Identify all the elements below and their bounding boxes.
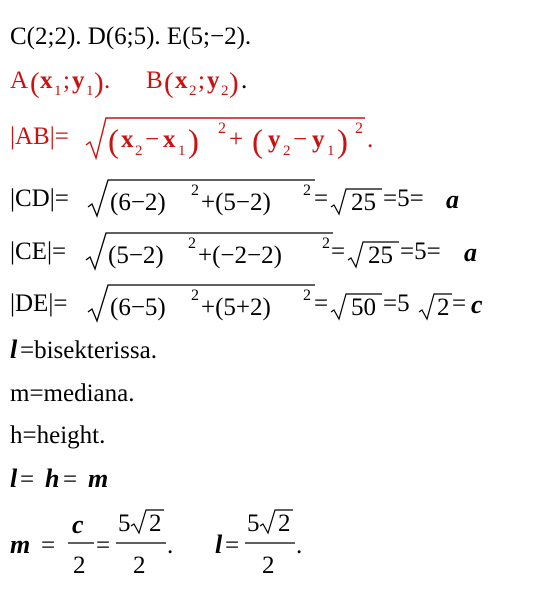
de-term2: +(5+2) [201,294,271,321]
subscript: 1 [178,143,186,159]
x1-subscript: 1 [54,83,62,99]
y2-var: y [207,67,220,94]
eq: = [63,466,78,493]
ce-distance-line [10,233,477,269]
h-var: h [45,464,60,493]
paren-close: ) [229,67,239,99]
y1-subscript: 1 [86,83,94,99]
points-cde-line: C(2;2). D(6;5). E(5;−2). [10,23,252,50]
eq: = [225,532,240,559]
de-eq: = [314,290,329,317]
ce-term1: (5−2) [108,242,164,269]
ce-rhs: =5= [400,238,441,265]
cd-exp2: 2 [303,182,311,199]
m-var: m [10,530,31,559]
cd-distance-line [10,180,459,216]
y2-subscript: 2 [221,83,229,99]
denominator: 2 [133,552,146,579]
x-var: x [163,126,176,153]
denominator: 2 [262,552,275,579]
end-period: . [367,126,374,153]
numerator-5: 5 [247,510,260,537]
point-b-label: B [146,67,163,94]
h-definition-line: h=height. [10,422,106,449]
de-lhs: |DE|= [10,290,68,317]
l-var: l [10,464,18,493]
paren-open: ( [252,124,263,160]
eq: = [20,466,35,493]
ce-letter: a [464,238,477,267]
x2-var: x [175,67,188,94]
de-distance-line [10,285,483,321]
period: . [296,532,303,559]
exponent: 2 [218,120,226,137]
ce-rad: 25 [368,242,393,269]
y-var: y [312,126,325,153]
plus: + [229,126,244,153]
period: . [104,67,111,94]
ce-lhs: |CE|= [10,238,67,265]
ce-exp1: 2 [188,235,196,252]
eq: = [41,532,56,559]
subscript: 2 [283,143,291,159]
de-eq2: = [452,290,467,317]
de-rad2: 2 [437,294,450,321]
cd-lhs: |CD|= [10,185,69,212]
x-var: x [121,126,134,153]
subscript: 2 [135,143,143,159]
paren-open: ( [164,67,174,99]
cd-eq: = [314,185,329,212]
denominator: 2 [73,552,86,579]
de-term1: (6−5) [110,294,166,321]
m-var: m [88,464,109,493]
l-var: l [10,335,18,364]
cd-term1: (6−2) [110,189,166,216]
l-definition-line [10,335,157,364]
separator: ; [63,67,70,94]
m-definition-line: m=mediana. [10,380,135,407]
radicand: 2 [278,510,291,537]
ce-eq: = [331,238,346,265]
cd-rad: 25 [351,189,376,216]
final-fractions-line [10,510,302,579]
period: . [167,532,174,559]
ce-term2: +(−2−2) [198,242,282,269]
trailing-period: . [241,67,248,94]
separator: ; [198,67,205,94]
paren-close: ) [188,124,199,160]
de-letter: c [471,290,483,319]
cd-letter: a [446,185,459,214]
cd-exp1: 2 [191,182,199,199]
ab-lhs: |AB|= [10,123,69,150]
l-var: l [215,530,223,559]
cd-rhs: =5= [383,185,424,212]
minus: − [145,126,160,153]
exponent: 2 [355,120,363,137]
point-a-label: A [10,67,29,94]
ab-distance-formula [10,118,373,160]
points-ab-line [10,67,239,99]
c-numerator: c [72,510,84,539]
radicand: 2 [149,510,162,537]
de-exp2: 2 [303,287,311,304]
equality-line [10,464,108,493]
numerator-5: 5 [118,510,131,537]
paren-close: ) [337,124,348,160]
l-definition-text: =bisekterissa. [20,337,157,364]
ce-exp2: 2 [322,235,330,252]
paren-open: ( [108,124,119,160]
eq: = [96,532,111,559]
paren-open: ( [30,67,40,99]
de-rhs: =5 [383,290,410,317]
de-rad: 50 [351,294,376,321]
minus: − [293,126,308,153]
cd-term2: +(5−2) [201,189,271,216]
y1-var: y [72,67,85,94]
paren-close: ) [94,67,104,99]
y-var: y [268,126,281,153]
x1-var: x [40,67,53,94]
subscript: 1 [327,143,335,159]
x2-subscript: 2 [189,83,197,99]
de-exp1: 2 [191,287,199,304]
